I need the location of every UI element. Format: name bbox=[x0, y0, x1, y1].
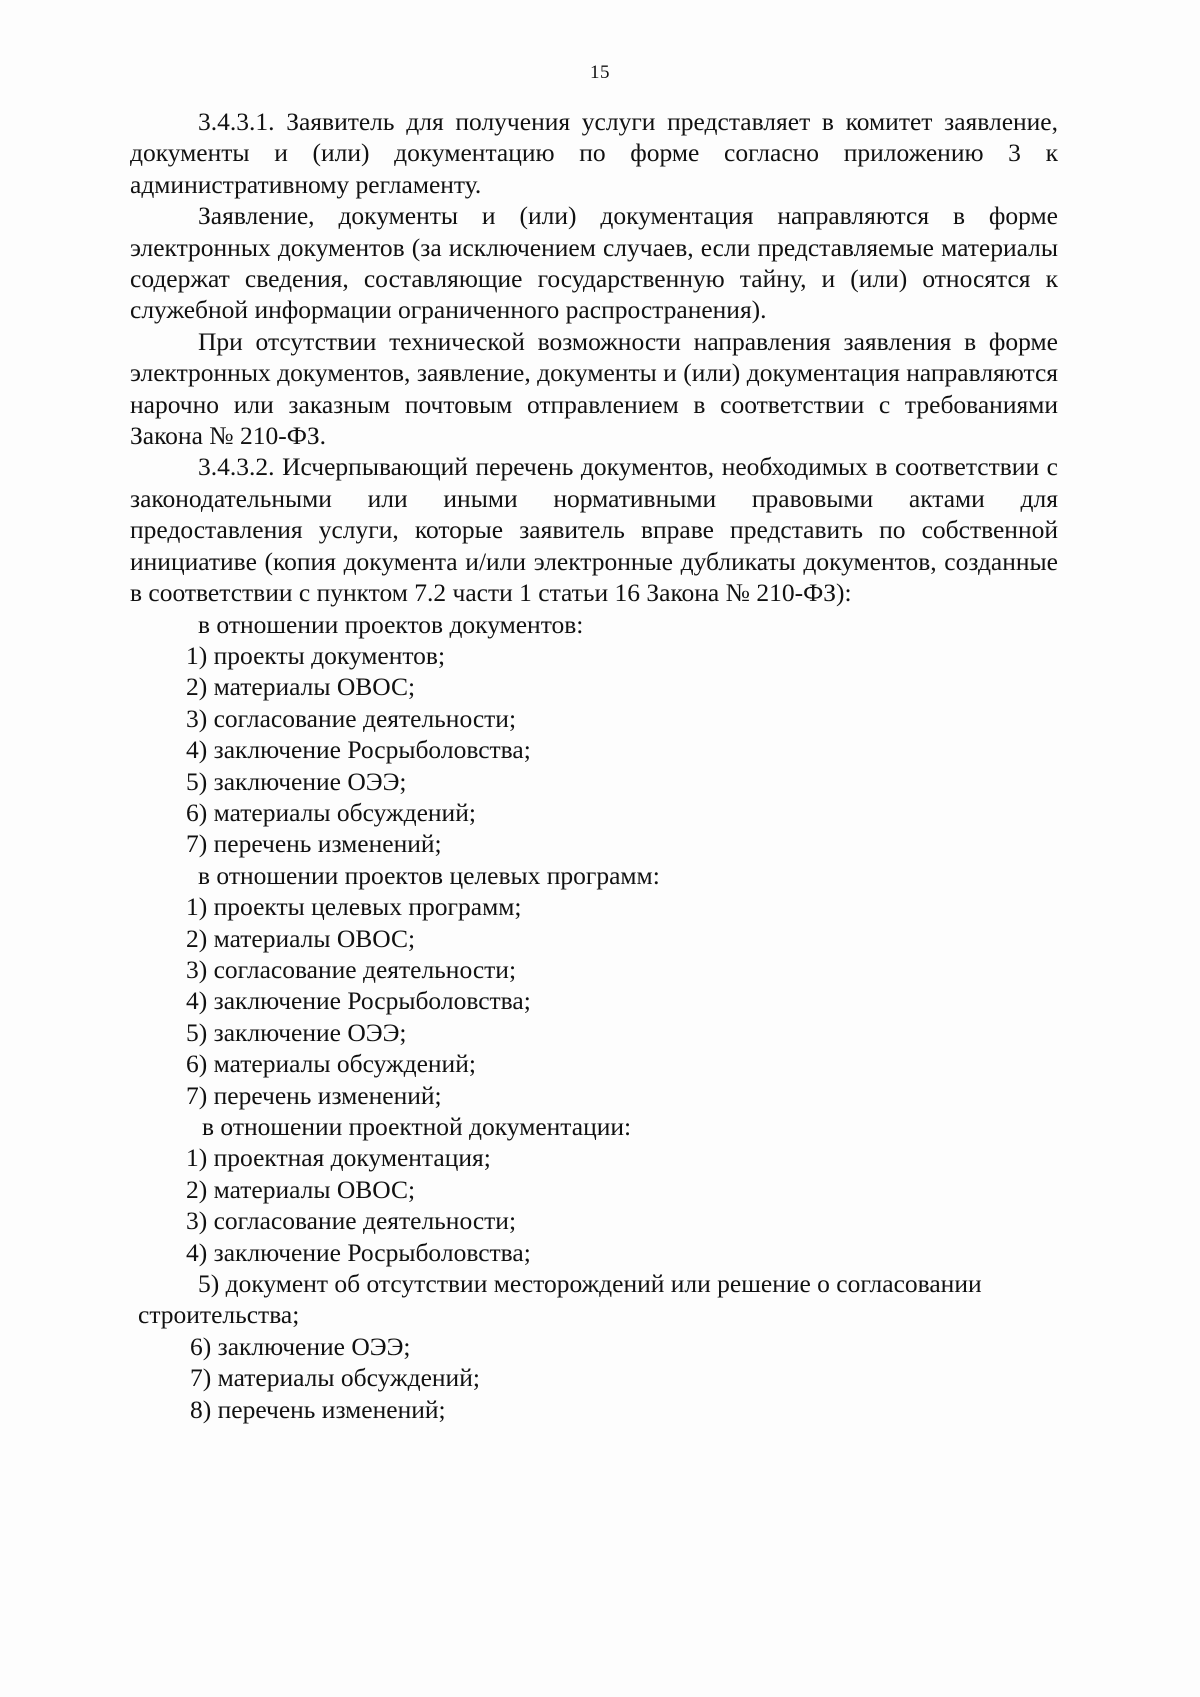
list-item: 5) документ об отсутствии месторождений или решение о согласовании строительства; bbox=[138, 1269, 982, 1330]
list-item: 4) заключение Росрыболовства; bbox=[186, 986, 531, 1016]
list-item: 8) перечень изменений; bbox=[190, 1394, 446, 1424]
list-item: 3) согласование деятельности; bbox=[186, 954, 517, 984]
list-item: 6) материалы обсуждений; bbox=[186, 797, 476, 827]
list-item: 3) согласование деятельности; bbox=[186, 1206, 517, 1236]
list-item: 5) заключение ОЭЭ; bbox=[186, 766, 407, 796]
paragraph-no-technical-possibility: При отсутствии технической возможности направления заявления в форме электронных документов, заявление, документы и (или) документация направляются нарочно или заказным почтовым отправлением в соответствии с требованиями Закона № 210-ФЗ. bbox=[130, 326, 1058, 451]
list-item: 7) перечень изменений; bbox=[186, 1080, 442, 1110]
list-item: 1) проекты целевых программ; bbox=[186, 892, 522, 922]
list-item: 2) материалы ОВОС; bbox=[186, 1174, 416, 1204]
document-list bbox=[130, 1142, 1058, 1425]
list-item: 2) материалы ОВОС; bbox=[186, 672, 416, 702]
list-item: 7) материалы обсуждений; bbox=[190, 1363, 480, 1393]
paragraph-3-4-3-1: 3.4.3.1. Заявитель для получения услуги представляет в комитет заявление, документы и (или) документацию по форме согласно приложению 3 к административному регламенту. bbox=[130, 107, 1058, 199]
list-item: 2) материалы ОВОС; bbox=[186, 923, 416, 953]
paragraph-3-4-3-2: 3.4.3.2. Исчерпывающий перечень документов, необходимых в соответствии с законодательными или иными нормативными правовыми актами для предоставления услуги, которые заявитель вправе представить по собственной инициативе (копия документа и/или электронные дубликаты документов, созданные в соответствии с пунктом 7.2 части 1 статьи 16 Закона № 210-ФЗ): bbox=[130, 452, 1058, 608]
document-list bbox=[130, 640, 1058, 860]
list-item: 4) заключение Росрыболовства; bbox=[186, 1237, 531, 1267]
group-target-programs bbox=[130, 860, 1058, 1111]
group-heading: в отношении проектов целевых программ: bbox=[198, 860, 660, 890]
group-project-documents bbox=[130, 609, 1058, 860]
group-heading: в отношении проектной документации: bbox=[202, 1112, 632, 1141]
group-heading: в отношении проектов документов: bbox=[198, 609, 584, 639]
list-item: 6) заключение ОЭЭ; bbox=[190, 1331, 411, 1361]
page-number: 15 bbox=[590, 62, 610, 83]
list-item: 6) материалы обсуждений; bbox=[186, 1049, 476, 1079]
group-project-documentation bbox=[130, 1111, 1058, 1425]
list-item: 7) перечень изменений; bbox=[186, 829, 442, 859]
document-list bbox=[130, 891, 1058, 1111]
list-item: 1) проектная документация; bbox=[186, 1143, 491, 1173]
list-item: 1) проекты документов; bbox=[186, 640, 446, 670]
paragraph-electronic-form: Заявление, документы и (или) документация направляются в форме электронных документов (за исключением случаев, если представляемые материалы содержат сведения, составляющие государственную тайну, и (или) относятся к служебной информации ограниченного распространения). bbox=[130, 201, 1058, 325]
list-item: 3) согласование деятельности; bbox=[186, 703, 517, 733]
list-item: 5) заключение ОЭЭ; bbox=[186, 1017, 407, 1047]
document-body bbox=[130, 106, 1058, 1425]
list-item: 4) заключение Росрыболовства; bbox=[186, 735, 531, 765]
